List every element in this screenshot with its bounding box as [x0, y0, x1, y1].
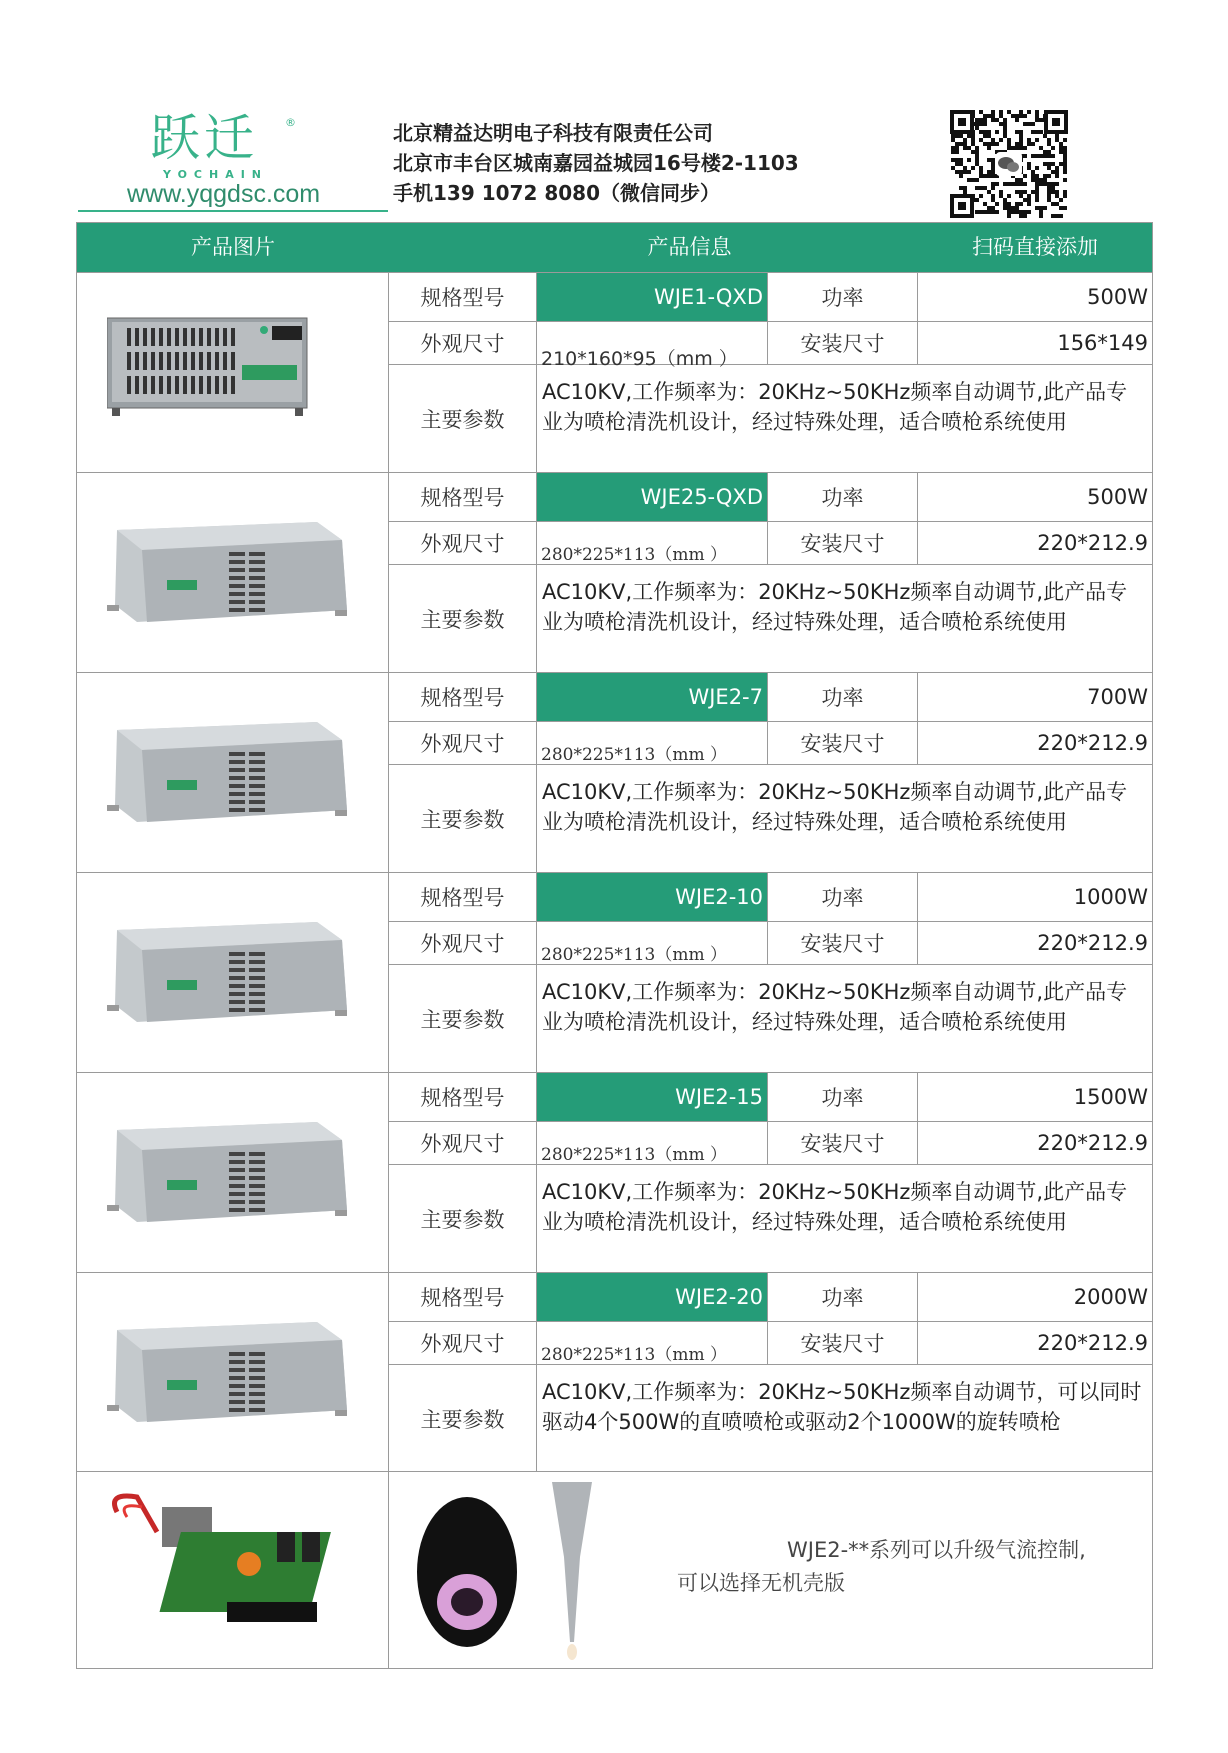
power-supply-image: [107, 310, 359, 430]
size-value: 280*225*113（mm ）: [537, 1322, 768, 1365]
label-model: 规格型号: [389, 873, 537, 922]
label-mount: 安装尺寸: [768, 522, 918, 565]
company-address: 北京市丰台区城南嘉园益城园16号楼2-1103: [393, 151, 799, 175]
product-photo: [77, 1273, 389, 1472]
label-size: 外观尺寸: [389, 1322, 537, 1365]
params-value: AC10KV,工作频率为：20KHz~50KHz频率自动调节,此产品专业为喷枪清洗机设计，经过特殊处理，适合喷枪系统使用: [542, 780, 1128, 834]
label-power: 功率: [768, 1073, 918, 1122]
power-supply-image: [107, 1110, 359, 1230]
note-line-1: WJE2-**系列可以升级气流控制,: [787, 1538, 1086, 1562]
label-params: 主要参数: [389, 565, 537, 672]
logo-mark: 跃迁: [150, 109, 258, 167]
label-size: 外观尺寸: [389, 522, 537, 565]
wechat-qr-code-icon[interactable]: [950, 110, 1068, 218]
label-params: 主要参数: [389, 965, 537, 1072]
product-photo: [77, 273, 389, 472]
note-line-2: 可以选择无机壳版: [677, 1571, 845, 1595]
label-power: 功率: [768, 673, 918, 722]
label-size: 外观尺寸: [389, 922, 537, 965]
product-row: [77, 672, 1152, 872]
power-supply-image: [107, 710, 359, 830]
company-phone: 手机139 1072 8080（微信同步）: [393, 181, 721, 205]
model-value: WJE2-15: [537, 1073, 768, 1122]
label-power: 功率: [768, 1273, 918, 1322]
label-model: 规格型号: [389, 1273, 537, 1322]
mount-value: 220*212.9: [918, 722, 1152, 765]
product-row: [77, 1272, 1152, 1472]
product-row: [77, 872, 1152, 1072]
label-mount: 安装尺寸: [768, 1322, 918, 1365]
label-mount: 安装尺寸: [768, 322, 918, 365]
model-value: WJE25-QXD: [537, 473, 768, 522]
size-value: 280*225*113（mm ）: [537, 1122, 768, 1165]
label-power: 功率: [768, 273, 918, 322]
size-value: 280*225*113（mm ）: [537, 722, 768, 765]
upgrade-note: [677, 1534, 1086, 1600]
product-row: [77, 472, 1152, 672]
size-value: 210*160*95（mm ）: [537, 322, 768, 365]
label-model: 规格型号: [389, 273, 537, 322]
label-mount: 安装尺寸: [768, 722, 918, 765]
params-value: AC10KV,工作频率为：20KHz~50KHz频率自动调节，可以同时驱动4个500W的直喷喷枪或驱动2个1000W的旋转喷枪: [542, 1380, 1142, 1434]
label-params: 主要参数: [389, 765, 537, 872]
circuit-board-photo: [77, 1472, 389, 1669]
product-photo: [77, 1073, 389, 1272]
label-power: 功率: [768, 873, 918, 922]
label-model: 规格型号: [389, 473, 537, 522]
power-value: 1000W: [918, 873, 1152, 922]
label-size: 外观尺寸: [389, 722, 537, 765]
power-value: 500W: [918, 273, 1152, 322]
params-value: AC10KV,工作频率为：20KHz~50KHz频率自动调节,此产品专业为喷枪清洗机设计，经过特殊处理，适合喷枪系统使用: [542, 380, 1128, 434]
header-scan-qr: 扫码直接添加: [972, 235, 1098, 259]
product-photo: [77, 473, 389, 672]
label-params: 主要参数: [389, 1365, 537, 1472]
product-table: [76, 222, 1153, 1669]
header-product-image: 产品图片: [191, 235, 275, 259]
power-supply-image: [107, 1310, 359, 1430]
label-size: 外观尺寸: [389, 1122, 537, 1165]
power-value: 700W: [918, 673, 1152, 722]
product-photo: [77, 873, 389, 1072]
mount-value: 220*212.9: [918, 1322, 1152, 1365]
circuit-board-image: [77, 1472, 389, 1669]
power-supply-image: [107, 910, 359, 1030]
label-params: 主要参数: [389, 1165, 537, 1272]
label-model: 规格型号: [389, 673, 537, 722]
registered-mark-icon: ®: [285, 116, 296, 129]
power-value: 500W: [918, 473, 1152, 522]
header-product-info: 产品信息: [647, 235, 732, 259]
size-value: 280*225*113（mm ）: [537, 922, 768, 965]
website-link[interactable]: www.yqgdsc.com: [127, 180, 321, 208]
spray-nozzle-image: [412, 1477, 612, 1662]
params-value: AC10KV,工作频率为：20KHz~50KHz频率自动调节,此产品专业为喷枪清洗机设计，经过特殊处理，适合喷枪系统使用: [542, 1180, 1128, 1234]
product-row: [77, 1072, 1152, 1272]
company-info: [393, 118, 799, 208]
product-row: [77, 272, 1152, 472]
params-value: AC10KV,工作频率为：20KHz~50KHz频率自动调节,此产品专业为喷枪清洗机设计，经过特殊处理，适合喷枪系统使用: [542, 980, 1128, 1034]
power-supply-image: [107, 510, 359, 630]
model-value: WJE2-20: [537, 1273, 768, 1322]
mount-value: 156*149: [918, 322, 1152, 365]
model-value: WJE2-10: [537, 873, 768, 922]
logo-underline: [78, 210, 388, 212]
logo-english: YOCHAIN: [163, 168, 269, 181]
mount-value: 220*212.9: [918, 522, 1152, 565]
label-size: 外观尺寸: [389, 322, 537, 365]
label-model: 规格型号: [389, 1073, 537, 1122]
size-value: 280*225*113（mm ）: [537, 522, 768, 565]
company-name: 北京精益达明电子科技有限责任公司: [393, 121, 713, 145]
params-value: AC10KV,工作频率为：20KHz~50KHz频率自动调节,此产品专业为喷枪清洗机设计，经过特殊处理，适合喷枪系统使用: [542, 580, 1128, 634]
product-photo: [77, 673, 389, 872]
mount-value: 220*212.9: [918, 1122, 1152, 1165]
label-mount: 安装尺寸: [768, 1122, 918, 1165]
label-mount: 安装尺寸: [768, 922, 918, 965]
model-value: WJE2-7: [537, 673, 768, 722]
model-value: WJE1-QXD: [537, 273, 768, 322]
accessory-row: [77, 1471, 1152, 1669]
power-value: 1500W: [918, 1073, 1152, 1122]
power-value: 2000W: [918, 1273, 1152, 1322]
table-header: [77, 223, 1152, 272]
label-params: 主要参数: [389, 365, 537, 472]
label-power: 功率: [768, 473, 918, 522]
mount-value: 220*212.9: [918, 922, 1152, 965]
company-logo: [75, 110, 395, 210]
